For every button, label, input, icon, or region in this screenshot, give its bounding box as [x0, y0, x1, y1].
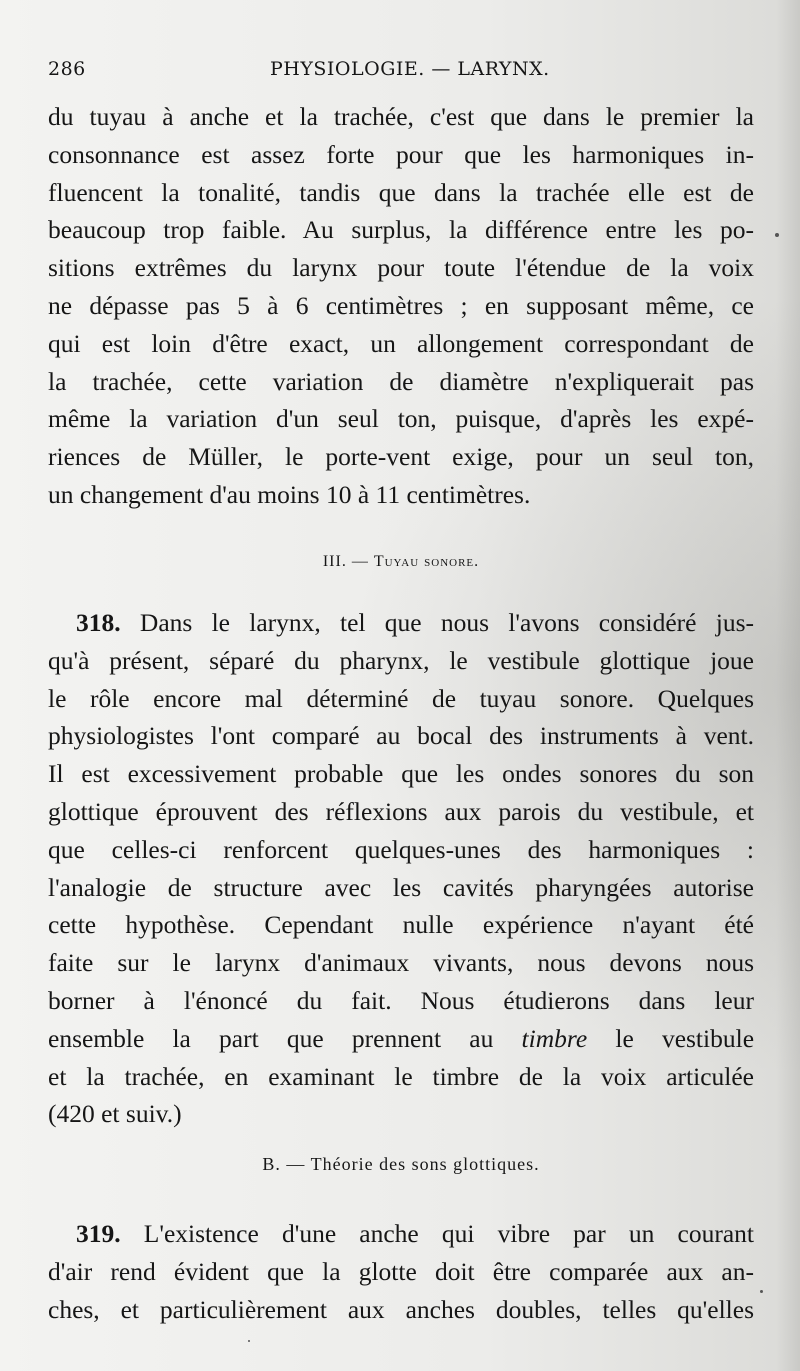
- text-line: Il est excessivement probable que les ondes sonores du son: [48, 759, 754, 789]
- text-line: physiologistes l'ont comparé au bocal des instruments à vent.: [48, 721, 754, 751]
- text-segment: ensemble la part que prennent au: [48, 1023, 494, 1053]
- section-title: Tuyau sonore.: [373, 553, 480, 570]
- text-line: [48, 604, 754, 642]
- text-segment: L'existence d'une anche qui vibre par un courant: [143, 1219, 755, 1248]
- running-title: PHYSIOLOGIE. — LARYNX.: [270, 58, 550, 80]
- text-line: consonnance est assez forte pour que les harmoniques in-: [48, 139, 754, 169]
- text-line: riences de Müller, le porte-vent exige, pour un seul ton,: [48, 442, 754, 472]
- section-letter: B. —: [262, 1154, 306, 1174]
- paragraph-318: [48, 604, 754, 1133]
- section-heading-iii: [48, 553, 754, 571]
- text-line: que celles-ci renforcent quelques-unes des harmoniques :: [48, 834, 754, 864]
- text-line: cette hypothèse. Cependant nulle expérience n'ayant été: [48, 910, 754, 940]
- italic-term: timbre: [521, 1023, 588, 1053]
- text-line: d'air rend évident que la glotte doit être comparée aux an-: [48, 1256, 754, 1286]
- paragraph-number: 319.: [76, 1219, 121, 1248]
- paragraph-continuation: [48, 98, 754, 514]
- text-line: du tuyau à anche et la trachée, c'est que dans le premier la: [48, 102, 754, 131]
- paper-speck: [775, 233, 779, 237]
- text-line: fluencent la tonalité, tandis que dans la trachée elle est de: [48, 177, 754, 207]
- text-line: faite sur le larynx d'animaux vivants, nous devons nous: [48, 948, 754, 978]
- text-line: et la trachée, en examinant le timbre de la voix articulée: [48, 1061, 754, 1091]
- section-numeral: III. —: [322, 553, 369, 570]
- text-line: un changement d'au moins 10 à 11 centimètres.: [48, 479, 531, 509]
- paper-speck: [248, 1340, 250, 1342]
- paper-speck: [760, 1290, 763, 1293]
- text-line: la trachée, cette variation de diamètre n'expliquerait pas: [48, 366, 754, 396]
- text-line: sitions extrêmes du larynx pour toute l'étendue de la voix: [48, 253, 754, 283]
- page-number: 286: [48, 58, 86, 80]
- text-line: borner à l'énoncé du fait. Nous étudierons dans leur: [48, 985, 754, 1015]
- text-line: qu'à présent, séparé du pharynx, le vestibule glottique joue: [48, 645, 754, 675]
- text-segment: le vestibule: [615, 1023, 755, 1053]
- paragraph-319: [48, 1215, 754, 1328]
- paragraph-number: 318.: [76, 608, 121, 637]
- text-line: glottique éprouvent des réflexions aux parois du vestibule, et: [48, 796, 754, 826]
- section-title: Théorie des sons glottiques.: [310, 1154, 540, 1174]
- text-line: qui est loin d'être exact, un allongement correspondant de: [48, 328, 754, 358]
- text-line: le rôle encore mal déterminé de tuyau sonore. Quelques: [48, 683, 754, 713]
- section-heading-b: [48, 1154, 754, 1175]
- text-line: (420 et suiv.): [48, 1099, 182, 1129]
- text-line: l'analogie de structure avec les cavités pharyngées autorise: [48, 872, 754, 902]
- text-line: même la variation d'un seul ton, puisque, d'après les expé-: [48, 404, 754, 434]
- text-line: [48, 1215, 754, 1253]
- text-segment: Dans le larynx, tel que nous l'avons considéré jus-: [139, 608, 755, 637]
- text-line: ches, et particulièrement aux anches doubles, telles qu'elles: [48, 1294, 754, 1324]
- text-line: [48, 1020, 754, 1058]
- page-header: [48, 58, 754, 88]
- text-line: ne dépasse pas 5 à 6 centimètres ; en supposant même, ce: [48, 290, 754, 320]
- text-line: beaucoup trop faible. Au surplus, la différence entre les po-: [48, 215, 754, 245]
